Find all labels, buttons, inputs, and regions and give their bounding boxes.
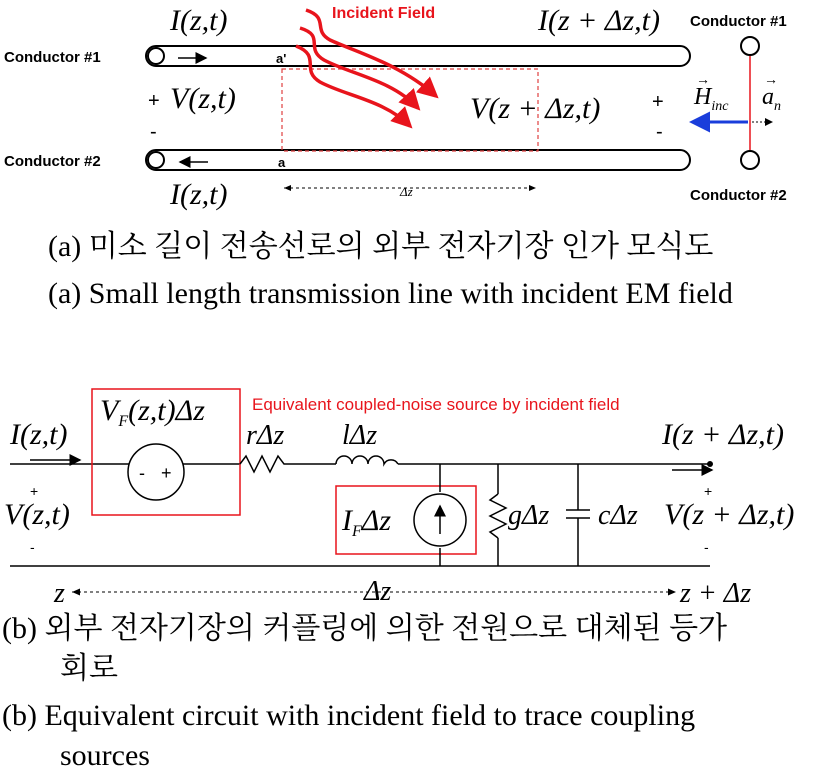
b-i-left-label: I(z,t) (10, 418, 68, 451)
b-v-right-label: V(z + Δz,t) (664, 498, 795, 531)
r-dz-label: rΔz (246, 420, 285, 451)
resistor-zigzag (240, 456, 288, 472)
b-v-right-minus: - (704, 539, 709, 555)
right-top-terminal (707, 461, 713, 467)
a-n-label (762, 84, 781, 114)
i-right-top-label: I(z + Δz,t) (538, 4, 661, 37)
inductor-coil (336, 456, 398, 464)
h-inc-sub: inc (711, 99, 729, 114)
z-left-label: z (54, 578, 65, 609)
caption-b-english-line1: (b) Equivalent circuit with incident field to trace coupling (2, 699, 696, 732)
conductance-zigzag (490, 494, 506, 538)
conductor-2-tube (146, 150, 690, 170)
vf-main: V (100, 394, 119, 427)
h-inc-label (693, 84, 729, 114)
g-dz-label: gΔz (508, 500, 550, 531)
b-dz-label: Δz (364, 576, 392, 607)
vf-source-circle (128, 444, 184, 500)
v-right-label: V(z + Δz,t) (470, 92, 601, 125)
conductor-2-left-label: Conductor #2 (4, 153, 101, 170)
conductor-1-end (148, 48, 164, 64)
c-dz-label: cΔz (598, 500, 638, 531)
b-v-left-plus: + (30, 483, 39, 499)
v-left-minus: - (150, 121, 157, 143)
if-main: I (342, 504, 352, 537)
caption-b-english-line2: sources (60, 739, 150, 772)
dz-label: Δz (400, 184, 413, 199)
part-b-circuit (4, 389, 794, 609)
v-right-plus: + (652, 91, 664, 113)
caption-b-korean-line1: (b) 외부 전자기장의 커플링에 의한 전원으로 대체된 등가 (2, 612, 728, 645)
b-v-left-minus: - (30, 539, 35, 555)
caption-a-english: (a) Small length transmission line with incident EM field (48, 277, 733, 310)
conductor-1-right-label: Conductor #1 (690, 13, 787, 30)
h-inc-vector-arrow: → (696, 73, 710, 88)
noise-note-label: Equivalent coupled-noise source by incident field (252, 395, 620, 414)
vf-src-plus: + (161, 463, 172, 483)
part-a-diagram (4, 4, 787, 211)
conductor-2-right-label: Conductor #2 (690, 187, 787, 204)
a-n-main: a (762, 84, 774, 110)
conductor-1-left-label: Conductor #1 (4, 49, 101, 66)
vf-sub: F (118, 413, 129, 430)
z-right-label: z + Δz (680, 578, 752, 609)
v-right-minus: - (656, 121, 663, 143)
point-a-label: a (278, 155, 286, 170)
if-sub: F (352, 523, 362, 540)
if-rest: Δz (361, 504, 392, 537)
point-a-prime-label: a' (276, 51, 287, 66)
conductor-1-cross-section (741, 37, 759, 55)
dz-arrow-right (529, 185, 536, 191)
i-left-top-label: I(z,t) (170, 4, 228, 37)
vf-src-minus: - (139, 463, 145, 483)
incident-field-arrows (296, 10, 436, 126)
vf-label (100, 394, 205, 430)
conductor-1-tube (146, 46, 690, 66)
i-left-bottom-label: I(z,t) (170, 178, 228, 211)
b-i-right-label: I(z + Δz,t) (662, 418, 785, 451)
b-v-left-label: V(z,t) (4, 498, 70, 531)
caption-b-korean-line2: 회로 (60, 652, 118, 685)
a-n-vector-arrow: → (764, 73, 778, 88)
h-inc-main: H (694, 84, 712, 110)
l-dz-label: lΔz (342, 420, 378, 451)
b-dz-arrow-left (72, 589, 80, 596)
incident-field-label: Incident Field (332, 5, 436, 22)
vf-rest: (z,t)Δz (128, 394, 205, 427)
b-dz-arrow-right (668, 589, 676, 596)
v-left-label: V(z,t) (170, 82, 236, 115)
caption-a-korean: (a) 미소 길이 전송선로의 외부 전자기장 인가 모식도 (48, 230, 714, 263)
if-label (341, 504, 391, 540)
b-v-right-plus: + (704, 483, 713, 499)
a-n-sub: n (774, 99, 781, 114)
conductor-2-cross-section (741, 151, 759, 169)
v-left-plus: + (148, 90, 160, 112)
dz-arrow-left (284, 185, 291, 191)
conductor-2-end (148, 152, 164, 168)
